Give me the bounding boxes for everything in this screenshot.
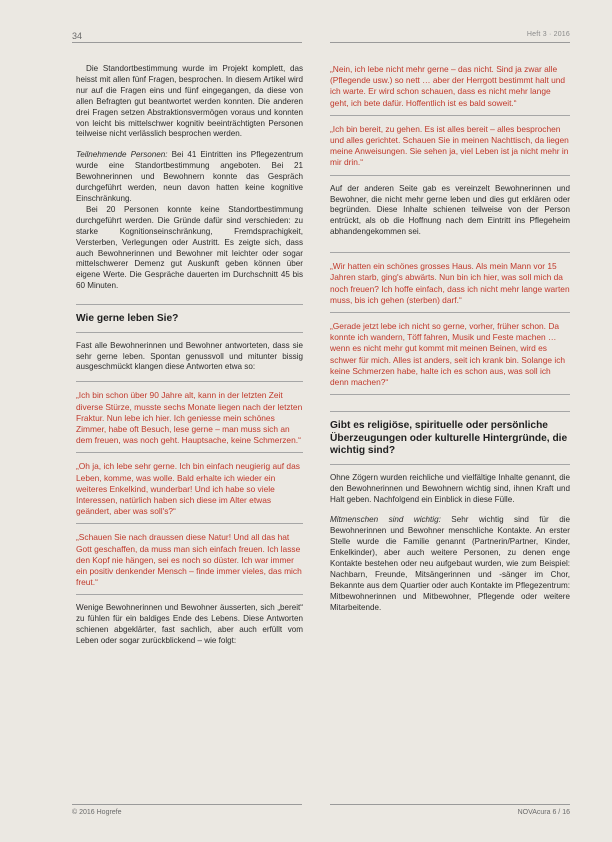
footer-journal: NOVAcura 6 / 16 [517,809,570,816]
quote-divider [76,381,303,382]
quote-2: „Oh ja, ich lebe sehr gerne. Ich bin einfach neugierig auf das Leben, komme, was wolle. Bald erhalte ich wieder ein weiteres Enkelkind, wunderbar! Und ich habe so viele Interessen, natürlich haben sich diese im Alter etwas geändert, aber was soll's?“ [76,461,300,517]
participants-text: Bei 41 Eintritten ins Pflegezentrum wurde eine Standortbestimmung angeboten. Bei 21 Bewohnerinnen und Bewohnern konnte das Gespräch durchgeführt werden, neun davon hatten keine kognitive Einschränkung. [76,150,303,203]
spacer [330,505,570,515]
quote-divider [330,394,570,395]
participants-paragraph [76,150,303,205]
important-lead: Mitmenschen sind wichtig: [330,515,441,525]
header-rule-left [72,42,302,43]
footer-copyright: © 2016 Hogrefe [72,809,122,816]
participants-lead: Teilnehmende Personen: [76,150,168,160]
closing-paragraph: Wenige Bewohnerinnen und Bewohner äusserten, sich „bereit“ zu fühlen für ein baldiges Ende des Lebens. Diese Antworten schienen abgeklärter, fast sachlich, aber auch erfüllt vom Leben oder sogar zurückblickend – wie folgt: [76,603,303,646]
quote-divider [330,252,570,253]
reasons-paragraph: Bei 20 Personen konnte keine Standortbestimmung durchgeführt werden. Die Gründe dafür sind verschieden: zu starke Kognitionseinschränkung, Fremdsprachigkeit, Versterben, Verlegungen oder Austritt. Es zeigte sich, dass auch Bewohnerinnen und Bewohner mit leichter oder sogar mittelschwerer Demenz gut Auskunft geben können über eigene Werte. Die Gespräche dauerten im Durchschnitt 45 bis 60 Minuten. [76,204,303,291]
section-divider [76,304,303,305]
header-issue-label: Heft 3 · 2016 [526,31,570,38]
footer-rule-left [72,804,302,805]
quote-divider [330,312,570,313]
footer-rule-right [330,804,570,805]
section-divider [330,464,570,465]
other-paragraph: Auf der anderen Seite gab es vereinzelt Bewohnerinnen und Bewohner, die nicht mehr gerne leben und dies gut erklären oder begründen. Diese Inhalte schienen teilweise von der Person entrückt, als ob die Hoffnung nach dem Eintritt ins Pflegeheim abhandengekommen sei. [330,183,570,237]
intro-paragraph: Die Standortbestimmung wurde im Projekt komplett, das heisst mit allen fünf Fragen, besprochen. In diesem Artikel wird nur auf die Fragen eins und fünf eingegangen, da diese von allen Befragten gut beantwortet werden konnten. Die anderen drei Fragen setzen Abstraktionsvermögen voraus und konnten von leicht bis mittelschwer kognitiv beeinträchtigten Personen teilweise nicht verlässlich besprochen werden. [76,64,303,139]
answers-paragraph: Fast alle Bewohnerinnen und Bewohner antworteten, dass sie sehr gerne leben. Spontan genussvoll und mitunter bissig ausgeschmückt klangen diese Antworten etwa so: [76,340,303,372]
quote-divider [76,594,303,595]
values-paragraph: Ohne Zögern wurden reichliche und vielfältige Inhalte genannt, die den Bewohnerinnen und Bewohnern wichtig sind, ihnen Kraft und Halt geben. Nachfolgend ein Einblick in diese Fülle. [330,472,570,504]
section-heading-live: Wie gerne leben Sie? [76,313,179,325]
section-divider [76,332,303,333]
quote-1: „Ich bin schon über 90 Jahre alt, kann in der letzten Zeit diverse Stürze, musste sechs Monate liegen nach der letzten Fraktur. Nun lebe ich hier. Ich geniesse mein schönes Zimmer, habe oft Besuch, lese gerne – man muss sich an dem freuen, was noch geht. Hauptsache, keine Schmerzen.“ [76,390,303,446]
left-column [76,64,303,647]
right-column [330,64,570,614]
quote-3: „Schauen Sie nach draussen diese Natur! Und all das hat Gott geschaffen, da muss man sich einfach freuen. Ich lasse den Kopf nie hängen, sei es noch so düster. Ich war immer ein positiv denkender Mensch – finde immer vieles, das mich freut.“ [76,532,302,588]
important-text: Sehr wichtig sind für die Bewohnerinnen und Bewohner menschliche Kontakte. An erster Stelle wurde die Familie genannt (Partnerin/Partner, Kinder, Enkelkinder), aber auch weitere Personen, zu denen enge Kontakte bestehen oder neu aufgebaut wurden, wie zum Beispiel: Nachbarn, Freunde, Mitsängerinnen und -sänger im Chor, Bekannte aus dem Quartier oder auch Kontakte im Pflegezentrum: Mitbewohnerinnen und Mitbewohner, Pflegende oder weitere Mitarbeitende. [330,515,570,612]
page-number: 34 [72,31,83,41]
quote-divider [330,175,570,176]
quote-4: „Nein, ich lebe nicht mehr gerne – das nicht. Sind ja zwar alle (Pflegende usw.) so nett … aber der Herrgott bestimmt halt und ich warte. Er wird schon schauen, dass es nicht mehr lange geht, ich bete dafür. Hoffentlich ist es bald soweit.“ [330,64,566,108]
quote-divider [76,523,303,524]
quote-5: „Ich bin bereit, zu gehen. Es ist alles bereit – alles besprochen und alles gerichtet. Schauen Sie in meinen Nachttisch, da liegen meine Anweisungen. Sie sehen ja, viel Leben ist ja nicht mehr in mir drin.“ [330,123,569,168]
quote-divider [330,115,570,116]
quote-7: „Gerade jetzt lebe ich nicht so gerne, vorher, früher schon. Da konnte ich wandern, Töff fahren, Musik und Feste machen … wenn es nicht mehr gut kommt mit meinen Beinen, wird es schwer für mich. Alles ist anders, seit ich krank bin. Solange ich keine Schmerzen habe, halte ich es schon aus, was soll ich denn machen?“ [330,320,566,387]
section-divider [330,411,570,412]
header-rule-right [330,42,570,43]
quote-6: „Wir hatten ein schönes grosses Haus. Als mein Mann vor 15 Jahren starb, ging's abwärts. Nun bin ich hier, was soll mich da noch freuen? Ich hoffe einfach, dass ich nicht mehr lange warten muss, bis ich gehen (sterben) darf.“ [330,261,570,305]
quote-divider [76,452,303,453]
section-heading-beliefs: Gibt es religiöse, spirituelle oder persönliche Überzeugungen oder kulturelle Hintergründe, die wichtig sind? [330,420,568,457]
important-paragraph [330,515,570,613]
spacer [76,140,303,150]
